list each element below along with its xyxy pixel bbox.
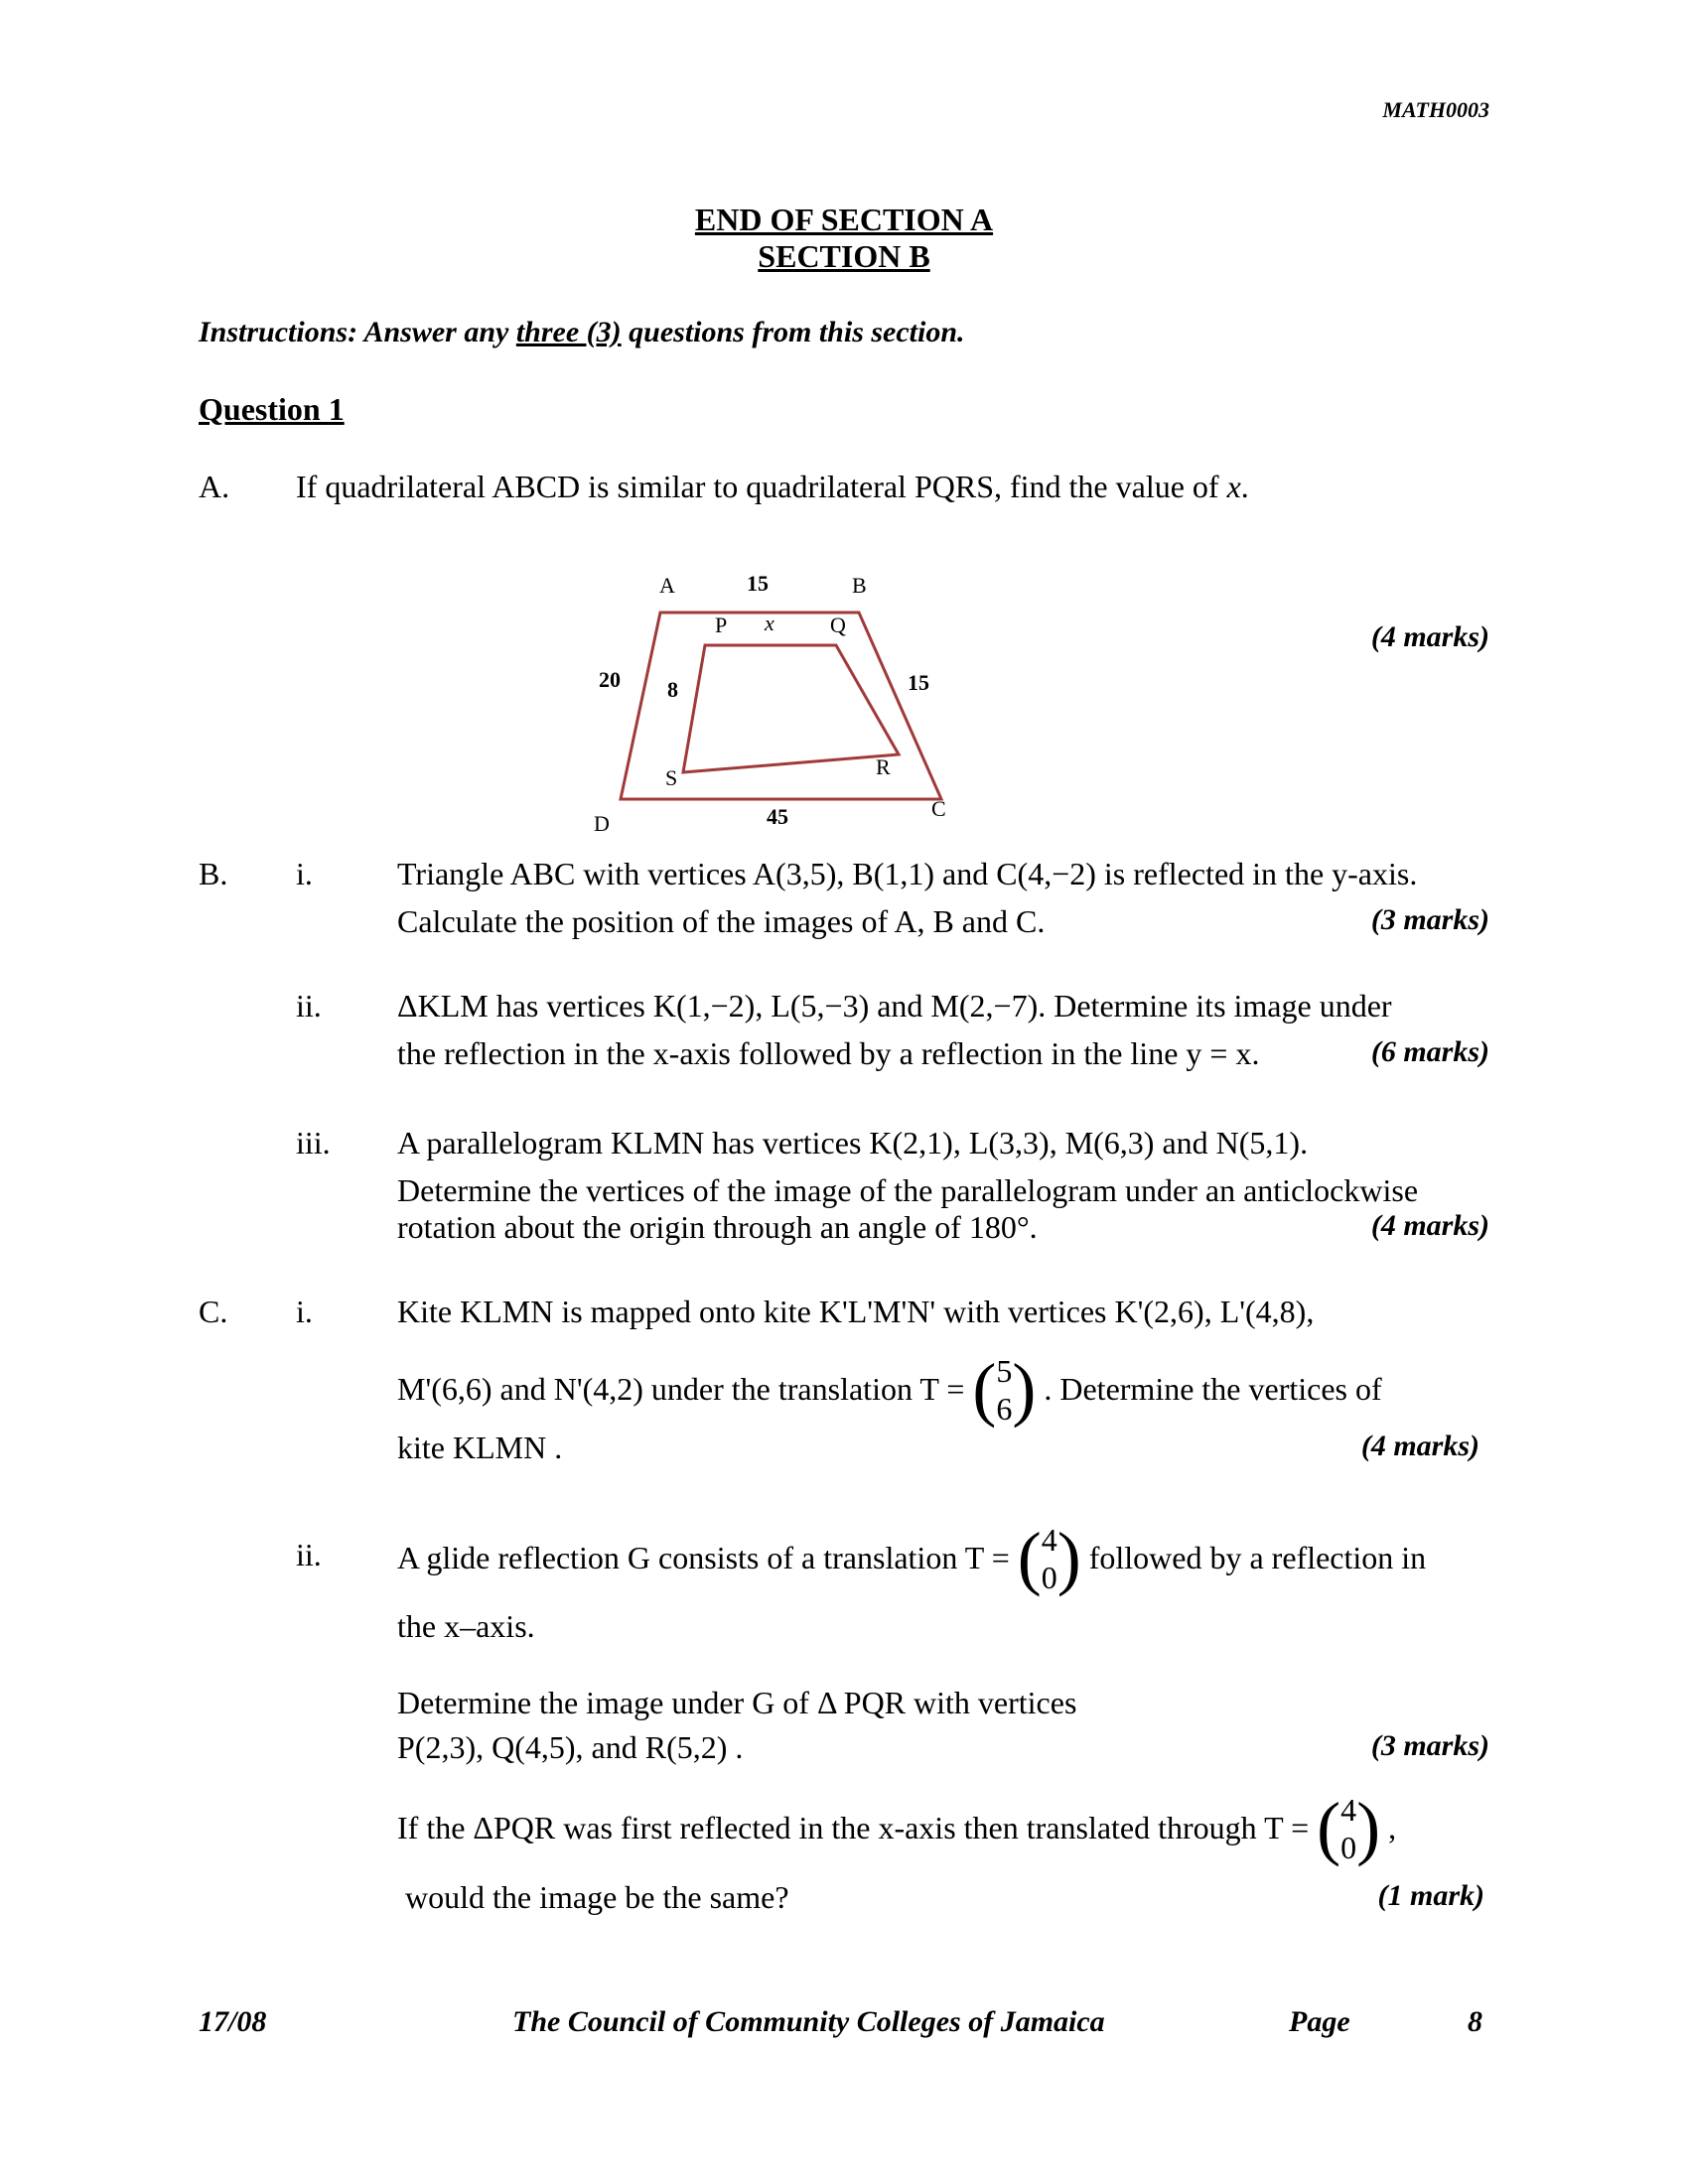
part-c-i-line2	[397, 1348, 1382, 1431]
vector-t-c-ii-2: ( 4 0 )	[1317, 1788, 1381, 1867]
footer-org: The Council of Community Colleges of Jamaica	[512, 2005, 1105, 2038]
instructions-emphasis: three (3)	[515, 316, 622, 348]
part-b-iii-line1: A parallelogram KLMN has vertices K(2,1), L(3,3), M(6,3) and N(5,1).	[397, 1125, 1309, 1160]
instructions	[199, 316, 965, 349]
instructions-prefix: Instructions: Answer any	[199, 316, 516, 348]
part-b-i-line2: Calculate the position of the images of A, B and C.	[397, 903, 1046, 939]
part-c-i-line2b: . Determine the vertices of	[1044, 1371, 1382, 1407]
instructions-suffix: questions from this section.	[621, 316, 965, 348]
part-a-text-end: .	[1240, 469, 1249, 504]
part-c-ii-line6: would the image be the same?	[405, 1879, 789, 1915]
part-c-ii-line4: P(2,3), Q(4,5), and R(5,2) .	[397, 1729, 744, 1765]
length-ab: 15	[747, 571, 769, 596]
section-heading: SECTION B	[758, 238, 930, 274]
document-code: MATH0003	[1382, 97, 1489, 122]
part-b-ii-num: ii.	[296, 988, 322, 1024]
label-s: S	[665, 765, 678, 790]
label-d: D	[594, 811, 610, 836]
vector-c-i-bottom: 6	[996, 1390, 1013, 1427]
label-x: x	[765, 611, 774, 635]
part-a-var: x	[1226, 469, 1241, 504]
part-b-i-line1: Triangle ABC with vertices A(3,5), B(1,1) and C(4,−2) is reflected in the y-axis.	[397, 856, 1418, 891]
part-c-i-num: i.	[296, 1294, 313, 1329]
part-c-ii-line1b: followed by a reflection in	[1088, 1540, 1427, 1575]
part-b-ii-marks: (6 marks)	[1370, 1035, 1489, 1068]
part-a-marks: (4 marks)	[1370, 620, 1489, 653]
part-a-text-main: If quadrilateral ABCD is similar to quadrilateral PQRS, find the value of	[296, 469, 1227, 504]
length-bc: 15	[908, 670, 929, 695]
part-c-ii-marks2: (1 mark)	[1377, 1879, 1484, 1912]
length-dc: 45	[767, 804, 788, 829]
part-c-ii-line2: the x–axis.	[397, 1608, 535, 1644]
quad-pqrs	[683, 645, 899, 772]
part-c-ii-line1a: A glide reflection G consists of a translation T =	[397, 1540, 1010, 1575]
part-c-ii-num: ii.	[296, 1537, 322, 1572]
part-c-ii-line3: Determine the image under G of Δ PQR with vertices	[397, 1685, 1077, 1720]
part-b-iii-line3: rotation about the origin through an angle of 180°.	[397, 1209, 1038, 1245]
part-a-text	[296, 469, 1249, 505]
label-r: R	[876, 754, 891, 779]
vector-c-ii-top: 4	[1041, 1521, 1057, 1558]
part-b-iii-num: iii.	[296, 1125, 331, 1160]
part-c-i-line3: kite KLMN .	[397, 1430, 563, 1465]
footer-page-label: Page	[1289, 2005, 1350, 2038]
part-c-ii-line5a: If the ΔPQR was first reflected in the x-axis then translated through T =	[397, 1810, 1310, 1845]
footer-page-number: 8	[1468, 2005, 1482, 2038]
part-c-ii-line1	[397, 1517, 1426, 1599]
end-section-heading: END OF SECTION A	[694, 202, 994, 237]
part-b-ii-line1: ΔKLM has vertices K(1,−2), L(5,−3) and M(2,−7). Determine its image under	[397, 988, 1392, 1024]
label-p: P	[715, 613, 728, 637]
length-ad: 20	[599, 667, 621, 692]
footer-date: 17/08	[199, 2005, 267, 2038]
vector-c-ii-bottom: 0	[1041, 1559, 1057, 1595]
label-a: A	[659, 573, 675, 598]
vector-c-ii-2-bottom: 0	[1340, 1829, 1357, 1865]
vector-t-c-ii: ( 4 0 )	[1017, 1518, 1081, 1597]
part-b-iii-marks: (4 marks)	[1370, 1209, 1489, 1242]
quadrilateral-figure	[556, 561, 993, 839]
vector-t-c-i: ( 5 6 )	[972, 1349, 1037, 1429]
question-title: Question 1	[199, 391, 345, 427]
part-b-i-marks: (3 marks)	[1370, 903, 1489, 936]
part-b-i-num: i.	[296, 856, 313, 891]
part-b-iii-line2: Determine the vertices of the image of the parallelogram under an anticlockwise	[397, 1172, 1419, 1208]
part-c-ii-line5	[397, 1787, 1396, 1869]
part-b-label: B.	[199, 856, 228, 891]
part-c-i-line2a: M'(6,6) and N'(4,2) under the translation T =	[397, 1371, 965, 1407]
vector-c-i-top: 5	[996, 1352, 1013, 1389]
label-b: B	[852, 573, 867, 598]
label-q: Q	[830, 613, 846, 637]
part-a-label: A.	[199, 469, 230, 504]
label-c: C	[931, 796, 946, 821]
part-c-i-marks: (4 marks)	[1360, 1430, 1479, 1462]
part-c-label: C.	[199, 1294, 228, 1329]
length-ps: 8	[667, 677, 678, 702]
part-c-ii-marks1: (3 marks)	[1370, 1729, 1489, 1762]
vector-c-ii-2-top: 4	[1340, 1791, 1357, 1828]
part-b-ii-line2: the reflection in the x-axis followed by a reflection in the line y = x.	[397, 1035, 1260, 1071]
part-c-i-line1: Kite KLMN is mapped onto kite K'L'M'N' with vertices K'(2,6), L'(4,8),	[397, 1294, 1315, 1329]
part-c-ii-line5b: ,	[1388, 1810, 1397, 1845]
